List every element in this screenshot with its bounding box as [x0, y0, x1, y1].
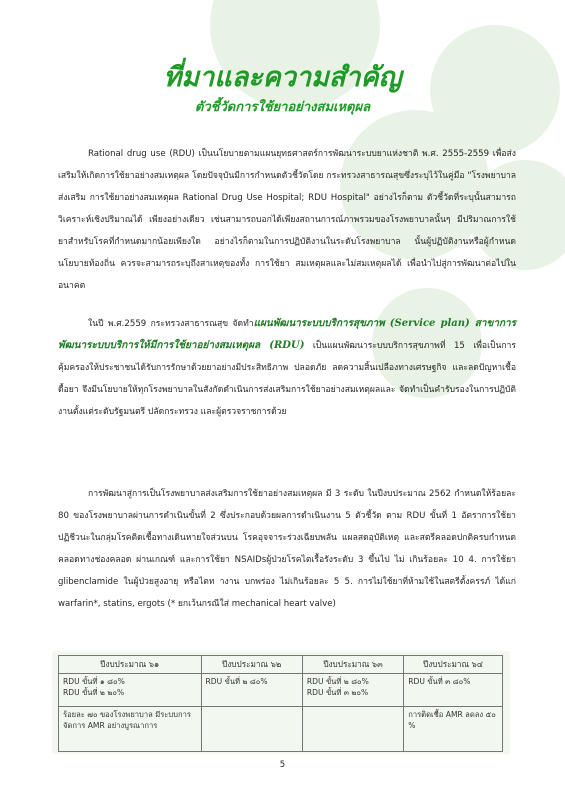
table-cell: RDU ขั้นที่ ๓ ๘๐% [404, 674, 503, 707]
page-subtitle: ตัวชี้วัดการใช้ยาอย่างสมเหตุผล [194, 100, 371, 115]
table-cell: RDU ขั้นที่ ๒ ๘๐% [201, 674, 302, 707]
table-cell: การติดเชื้อ AMR ลดลง ๕๐ % [404, 707, 503, 752]
table-header-cell: ปีงบประมาณ ๖๔ [404, 656, 503, 674]
paragraph-rdu-levels: การพัฒนาสู่การเป็นโรงพยาบาลส่งเสริมการใช้ยาอย่างสมเหตุผล มี 3 ระดับ ในปีงบประมาณ 2562 กำหนดให้ร้อยละ 80 ของโรงพยาบาลผ่านการดำเนินขั้นที่ 2 ซึ่งประกอบด้วยผลการดำเนินงาน 5 ตัวชี้วัด ตาม RDU ขั้นที่ 1 อัตราการใช้ยาปฏิชีวนะในกลุ่มโรคติดเชื้อทางเดินหายใจส่วนบน โรคอุจจาระร่วงเฉียบพลัน แผลสดอุบัติเหตุ และสตรีคลอดปกติครบกำหนดคลอดทางช่องคลอด ผ่านเกณฑ์ และการใช้ยา NSAIDsผู้ป่วยโรคไตเรื้อรังระดับ 3 ขึ้นไป ไม่ เกินร้อยละ 10 4. การใช้ยา glibenclamide ในผู้ป่วยสูงอายุ หรือไตท างาน บกพร่อง ไม่เกินร้อยละ 5 5. การไม่ใช้ยาที่ห้ามใช้ในสตรีตั้งครรภ์ ได้แก่ warfarin*, statins, ergots (* ยกเว้นกรณีใส่ mechanical heart valve) [58, 489, 516, 609]
table-header-row [59, 656, 503, 674]
paragraph-rdu-intro: Rational drug use (RDU) เป็นนโยบายตามแผนยุทธศาสตร์การพัฒนาระบบยาแห่งชาติ พ.ศ. 2555-2559 เพื่อส่งเสริมให้เกิดการใช้ยาอย่างสมเหตุผล โดยปัจจุบันมีการกำหนดตัวชี้วัดโดย กระทรวงสาธารณสุขซึ่งระบุไว้ในคู่มือ "โรงพยาบาลส่งเสริม การใช้ยาอย่างสมเหตุผล Rational Drug Use Hospital; RDU Hospital" อย่างไรก็ตาม ตัวชี้วัดที่ระบุนั้นสามารถวิเคราะห์เชิงปริมาณได้ เพียงอย่างเดียว เช่นสามารถบอกได้เพียงสถานการณ์ภาพรวมของโรงพยาบาลนั้นๆ มีปริมาณการใช้ ยาสำหรับโรคที่กำหนดมากน้อยเพียงใด อย่างไรก็ตามในการปฏิบัติงานในระดับโรงพยาบาล นั้นผู้ปฏิบัติงานหรือผู้กำหนดนโยบายท้องถิ่น ควรจะสามารถระบุถึงสาเหตุของทั้ง การใช้ยา สมเหตุผลและไม่สมเหตุผลได้ เพื่อนำไปสู่การพัฒนาต่อไปในอนาคต [58, 149, 516, 291]
table-cell: RDU ขั้นที่ ๒ ๘๐% RDU ขั้นที่ ๓ ๒๐% [302, 674, 403, 707]
table-header-cell: ปีงบประมาณ ๖๒ [201, 656, 302, 674]
table-row [59, 707, 503, 752]
page-title: ที่มาและความสำคัญ [163, 62, 402, 93]
table-header-cell: ปีงบประมาณ ๖๓ [302, 656, 403, 674]
table-cell [201, 707, 302, 752]
table-cell: ร้อยละ ๗๐ ของโรงพยาบาล มีระบบการจัดการ AMR อย่างบูรณาการ [59, 707, 202, 752]
page-number: 5 [279, 760, 286, 770]
paragraph-service-plan-body: เป็นแผนพัฒนาระบบบริการสุขภาพที่ 15 เพื่อเป็นการคุ้มครองให้ประชาชนได้รับการรักษาด้วยยาอย่างมีประสิทธิภาพ ปลอดภัย ลดความสิ้นเปลืองทางเศรษฐกิจ และลดปัญหาเชื้อดื้อยา จึงมีนโยบายให้ทุกโรงพยาบาลในสังกัดดำเนินการส่งเสริมการใช้ยาอย่างสมเหตุผลและ จัดทำเป็นคำรับรองในการปฏิบัติงานตั้งแต่ระดับรัฐมนตรี ปลัดกระทรวง และผู้ตรวจราชการด้วย [58, 341, 516, 417]
rdu-targets-table [58, 655, 503, 750]
table-row [59, 674, 503, 707]
table-header-cell: ปีงบประมาณ ๖๑ [59, 656, 202, 674]
paragraph-service-plan-lead: ในปี พ.ศ.2559 กระทรวงสาธารณสุข จัดทำ [88, 319, 254, 329]
table-cell [302, 707, 403, 752]
service-plan-highlight: แผนพัฒนาระบบบริการสุขภาพ (Service plan) สาขาการพัฒนาระบบบริการให้มีการใช้ยาอย่างสมเหตุผล (RDU) [58, 318, 516, 351]
table-cell: RDU ขั้นที่ ๑ ๘๐% RDU ขั้นที่ ๒ ๒๐% [59, 674, 202, 707]
paragraph-service-plan [58, 313, 516, 423]
